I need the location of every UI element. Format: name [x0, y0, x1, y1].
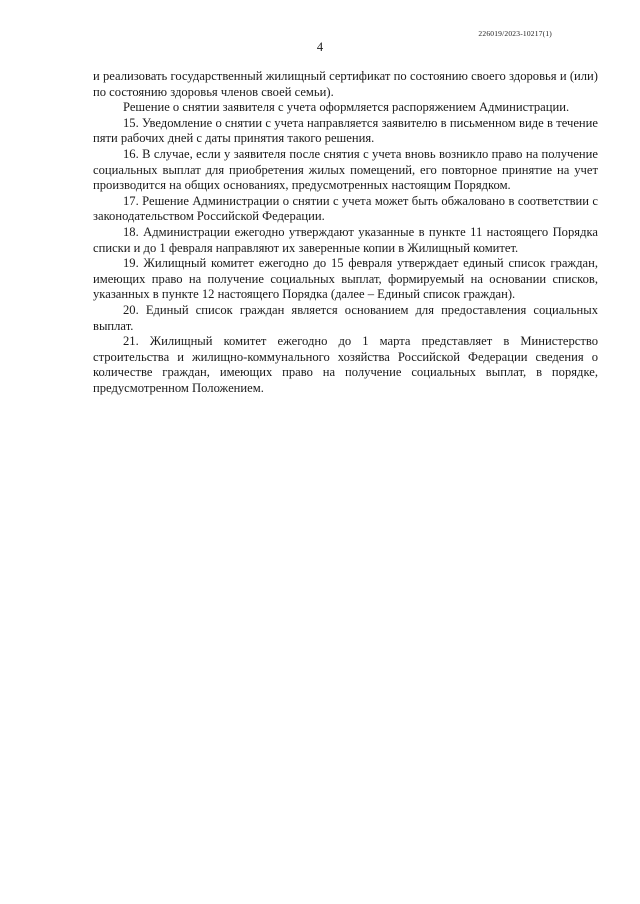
paragraph-16: 16. В случае, если у заявителя после снятия с учета вновь возникло право на получение социальных выплат для приобретения жилых помещений, его повторное принятие на учет производится на общих основаниях, предусмотренных настоящим Порядком.	[93, 146, 598, 193]
paragraph-19: 19. Жилищный комитет ежегодно до 15 февраля утверждает единый список граждан, имеющих право на получение социальных выплат, формируемый на основании списков, указанных в пункте 12 настоящего Порядка (далее – Единый список граждан).	[93, 256, 598, 302]
paragraph-20: 20. Единый список граждан является основанием для предоставления социальных выплат.	[93, 302, 598, 333]
paragraph-removal-decision: Решение о снятии заявителя с учета оформляется распоряжением Администрации.	[123, 100, 570, 115]
paragraph-continuation: и реализовать государственный жилищный сертификат по состоянию своего здоровья и (или) по состоянию здоровья членов своей семьи).	[93, 69, 598, 99]
paragraph-17: 17. Решение Администрации о снятии с учета может быть обжаловано в соответствии с законодательством Российской Федерации.	[93, 193, 598, 224]
paragraph-18: 18. Администрации ежегодно утверждают указанные в пункте 11 настоящего Порядка списки и до 1 февраля направляют их заверенные копии в Жилищный комитет.	[93, 224, 598, 255]
page-number: 4	[316, 40, 324, 54]
paragraph-15: 15. Уведомление о снятии с учета направляется заявителю в письменном виде в течение пяти рабочих дней с даты принятия такого решения.	[93, 115, 598, 146]
paragraph-21: 21. Жилищный комитет ежегодно до 1 марта представляет в Министерство строительства и жилищно-коммунального хозяйства Российской Федерации сведения о количестве граждан, имеющих право на получение социальных выплат, в порядке, предусмотренном Положением.	[93, 334, 598, 395]
document-registration-number: 226019/2023-10217(1)	[478, 29, 552, 38]
document-body	[93, 69, 598, 396]
